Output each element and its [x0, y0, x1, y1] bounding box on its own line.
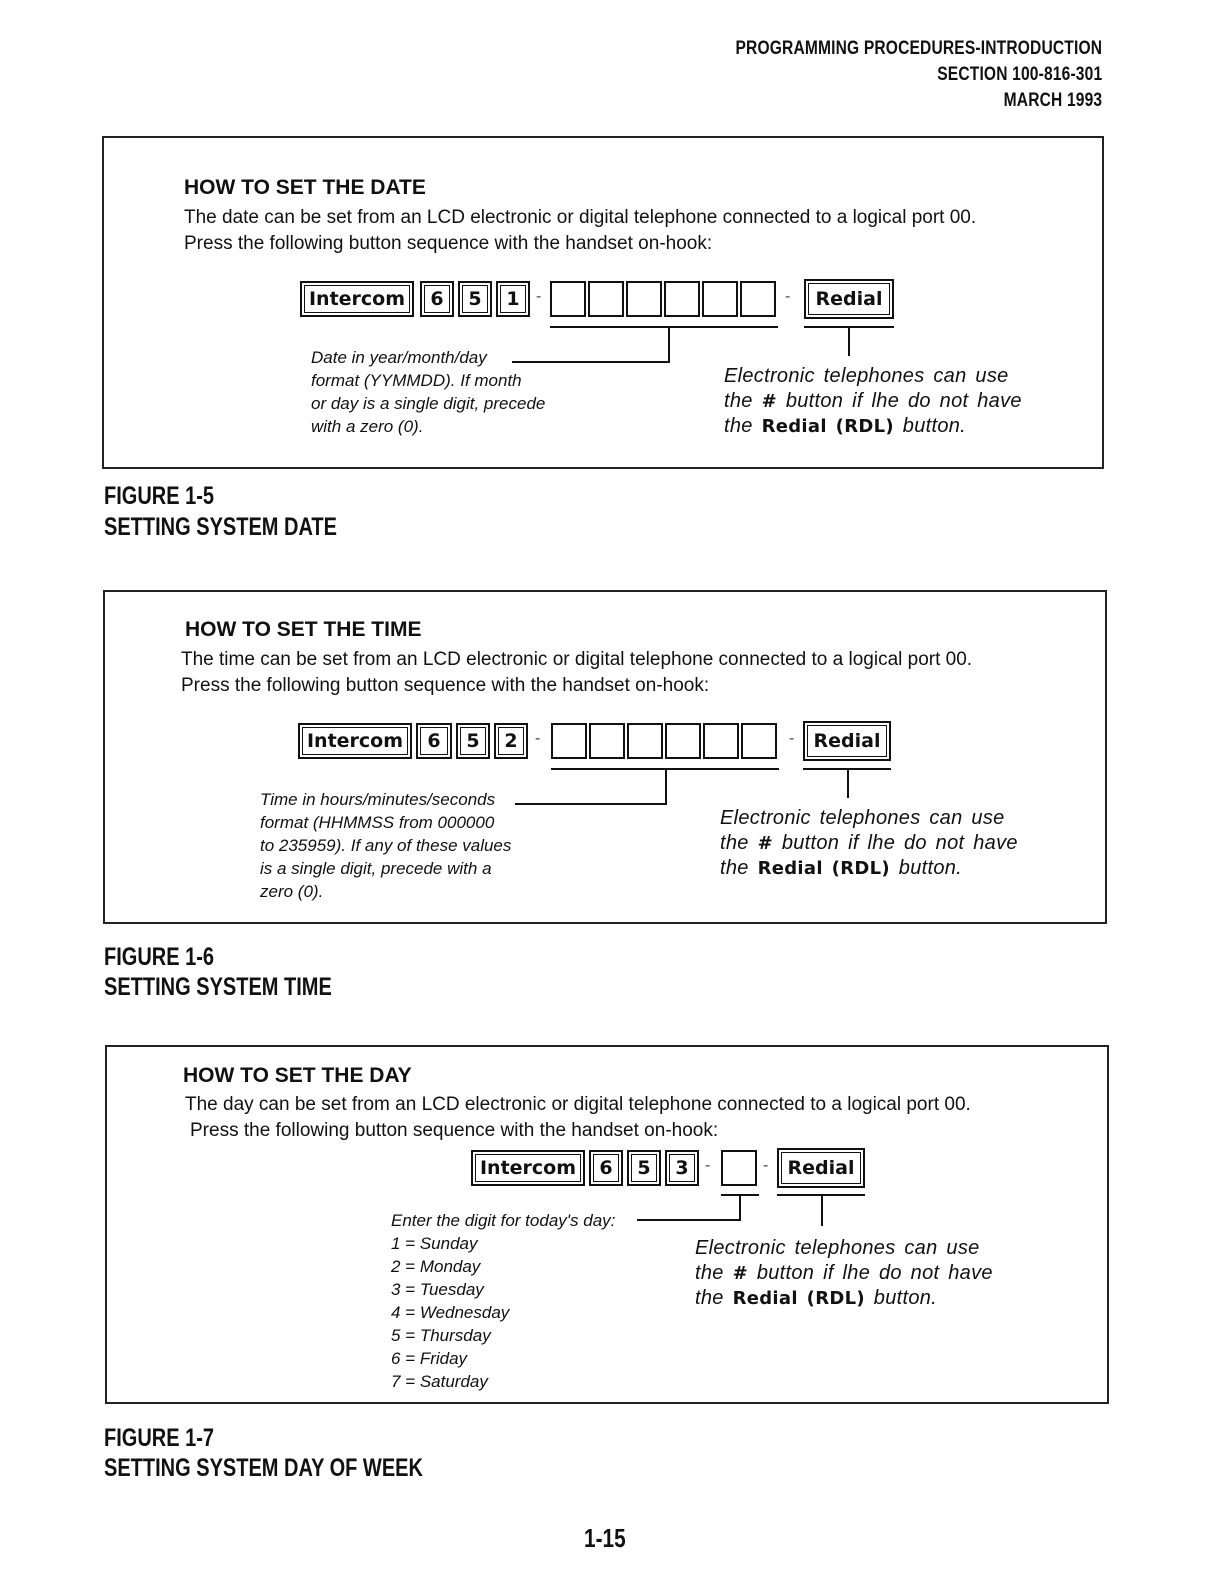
note-line: Enter the digit for today's day:	[391, 1211, 616, 1230]
separator-dash: -	[763, 1157, 769, 1174]
day-digit-note	[391, 1209, 615, 1393]
note-line: to 235959). If any of these values	[260, 836, 512, 855]
separator-dash: -	[789, 730, 795, 747]
note-line: is a single digit, precede with a	[260, 859, 492, 878]
figure-1-5-number: FIGURE 1-5	[104, 482, 215, 510]
note-line: zero (0).	[260, 882, 324, 901]
bracket-line	[550, 326, 778, 328]
digit-key-5: 5	[458, 281, 492, 317]
bracket-line	[821, 1194, 823, 1226]
redial-alternative-note	[724, 364, 1022, 439]
note-line: format (HHMMSS from 000000	[260, 813, 495, 832]
note-line: or day is a single digit, precede	[311, 394, 546, 413]
intercom-key: Intercom	[298, 723, 412, 759]
note-line: the Redial (RDL) button.	[695, 1287, 938, 1309]
day-option: 6 = Friday	[391, 1349, 468, 1368]
date-format-note	[311, 346, 545, 438]
day-paragraph-2: Press the following button sequence with the handset on-hook:	[190, 1120, 719, 1141]
note-line: Electronic telephones can use	[695, 1237, 980, 1259]
day-option: 3 = Tuesday	[391, 1280, 484, 1299]
separator-dash: -	[705, 1157, 711, 1174]
note-line: with a zero (0).	[311, 417, 424, 436]
digit-key-6: 6	[416, 723, 452, 759]
separator-dash: -	[535, 730, 541, 747]
page-number: 1-15	[584, 1523, 626, 1553]
date-heading: HOW TO SET THE DATE	[184, 176, 426, 199]
date-paragraph-2: Press the following button sequence with the handset on-hook:	[184, 233, 713, 254]
entry-box	[740, 281, 776, 317]
redial-alternative-note	[695, 1236, 993, 1311]
bracket-line	[848, 326, 850, 356]
digit-key-5: 5	[456, 723, 490, 759]
separator-dash: -	[536, 288, 542, 305]
figure-1-7-caption: SETTING SYSTEM DAY OF WEEK	[104, 1454, 423, 1482]
bracket-line	[668, 326, 670, 362]
entry-box	[626, 281, 662, 317]
day-option: 5 = Thursday	[391, 1326, 491, 1345]
figure-1-6-number: FIGURE 1-6	[104, 943, 215, 971]
note-line: Electronic telephones can use	[724, 365, 1009, 387]
note-line: the # button if lhe do not have	[695, 1262, 993, 1284]
time-heading: HOW TO SET THE TIME	[185, 618, 422, 641]
date-paragraph-1: The date can be set from an LCD electronic or digital telephone connected to a logical port 00.	[184, 207, 977, 228]
day-option: 2 = Monday	[391, 1257, 481, 1276]
entry-box	[551, 723, 587, 759]
entry-box	[550, 281, 586, 317]
day-paragraph-1: The day can be set from an LCD electronic or digital telephone connected to a logical port 00.	[185, 1094, 971, 1115]
note-line: Electronic telephones can use	[720, 807, 1005, 829]
time-paragraph-2: Press the following button sequence with the handset on-hook:	[181, 675, 710, 696]
entry-box	[703, 723, 739, 759]
figure-1-6-caption: SETTING SYSTEM TIME	[104, 973, 332, 1001]
redial-key: Redial	[803, 721, 891, 761]
intercom-key: Intercom	[300, 281, 414, 317]
digit-key-5: 5	[627, 1150, 661, 1186]
digit-key-2: 2	[494, 723, 528, 759]
redial-key: Redial	[804, 279, 894, 319]
digit-key-6: 6	[589, 1150, 623, 1186]
day-option: 7 = Saturday	[391, 1372, 488, 1391]
day-procedure-box	[105, 1045, 1109, 1404]
header-section: SECTION 100-816-301	[936, 64, 1102, 85]
note-line: the # button if lhe do not have	[724, 390, 1022, 412]
digit-key-1: 1	[496, 281, 530, 317]
entry-box	[664, 281, 700, 317]
leader-line	[637, 1219, 741, 1221]
note-line: format (YYMMDD). If month	[311, 371, 522, 390]
leader-line	[515, 803, 667, 805]
day-option: 4 = Wednesday	[391, 1303, 510, 1322]
note-line: Date in year/month/day	[311, 348, 487, 367]
bracket-line	[847, 768, 849, 798]
digit-key-6: 6	[420, 281, 454, 317]
note-line: Time in hours/minutes/seconds	[260, 790, 496, 809]
separator-dash: -	[785, 288, 791, 305]
redial-alternative-note	[720, 806, 1018, 881]
entry-box	[741, 723, 777, 759]
entry-box	[665, 723, 701, 759]
entry-box	[702, 281, 738, 317]
figure-1-7-number: FIGURE 1-7	[104, 1424, 215, 1452]
intercom-key: Intercom	[471, 1150, 585, 1186]
day-heading: HOW TO SET THE DAY	[183, 1064, 412, 1087]
redial-key: Redial	[777, 1148, 865, 1188]
bracket-line	[739, 1194, 741, 1220]
note-line: the Redial (RDL) button.	[720, 857, 963, 879]
header-title: PROGRAMMING PROCEDURES-INTRODUCTION	[735, 38, 1102, 59]
entry-box	[627, 723, 663, 759]
header-date: MARCH 1993	[1003, 90, 1102, 111]
note-line: the Redial (RDL) button.	[724, 415, 967, 437]
time-procedure-box	[103, 590, 1107, 924]
figure-1-5-caption: SETTING SYSTEM DATE	[104, 513, 337, 541]
date-procedure-box	[102, 136, 1104, 469]
entry-box	[589, 723, 625, 759]
bracket-line	[665, 768, 667, 804]
time-paragraph-1: The time can be set from an LCD electronic or digital telephone connected to a logical port 00.	[181, 649, 973, 670]
entry-box	[721, 1150, 757, 1186]
time-format-note	[260, 788, 511, 903]
note-line: the # button if lhe do not have	[720, 832, 1018, 854]
day-option: 1 = Sunday	[391, 1234, 478, 1253]
entry-box	[588, 281, 624, 317]
digit-key-3: 3	[665, 1150, 699, 1186]
